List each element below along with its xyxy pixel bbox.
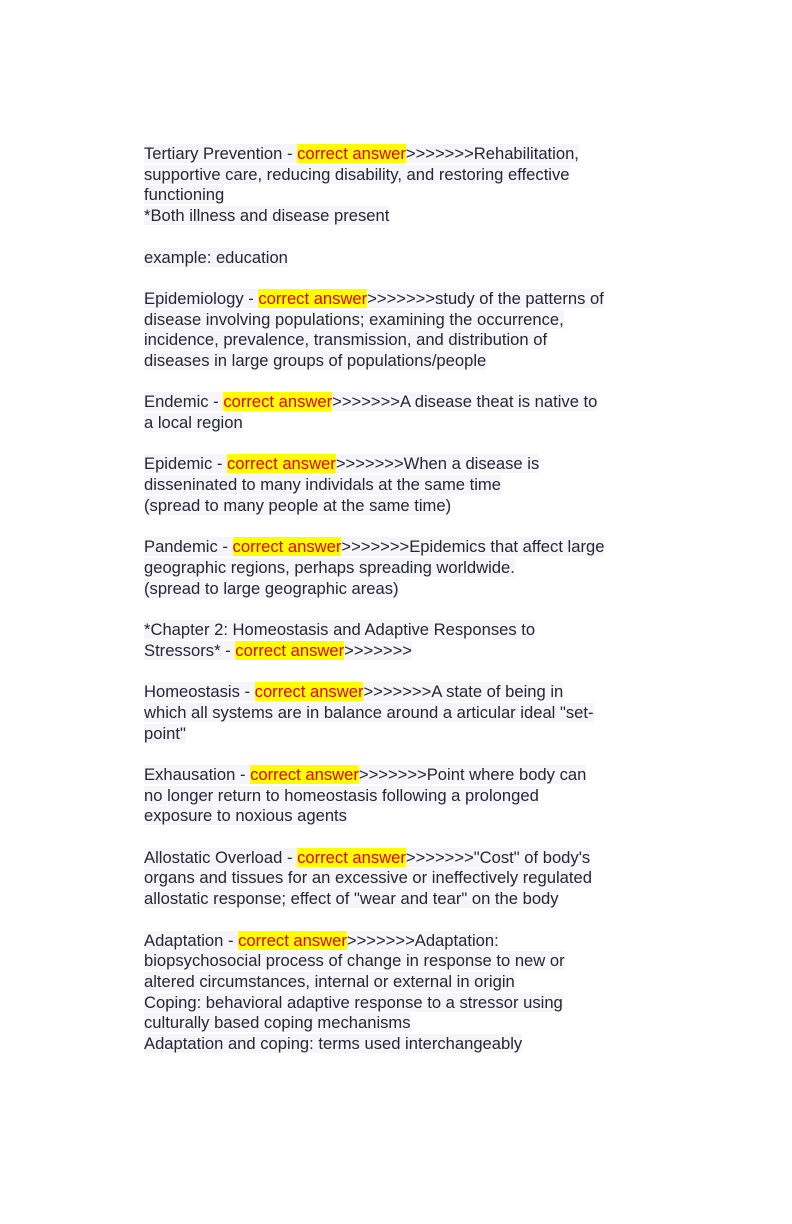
answer-highlight: correct answer xyxy=(297,847,406,867)
answer-highlight: correct answer xyxy=(254,682,364,702)
entry-line: exposure to noxious agents xyxy=(144,806,347,826)
entry-term: Endemic - xyxy=(144,392,224,412)
entry-line: which all systems are in balance around a articular ideal "set- xyxy=(144,702,594,722)
entry-line: incidence, prevalence, transmission, and distribution of xyxy=(144,330,548,350)
entry-line: a local region xyxy=(144,413,243,433)
entry-term: Pandemic - xyxy=(144,537,233,557)
entry-definition-start: >>>>>>>"Cost" of body's xyxy=(405,847,591,867)
entry-line: allostatic response; effect of "wear and tear" on the body xyxy=(144,889,559,909)
entry-definition-start: >>>>>>>Point where body can xyxy=(358,764,587,784)
entry-first-line xyxy=(144,641,654,662)
entry-term: Allostatic Overload - xyxy=(144,847,298,867)
answer-highlight: correct answer xyxy=(232,537,342,557)
entry-first-line xyxy=(144,289,654,310)
entry-term: Epidemic - xyxy=(144,454,227,474)
entry-first-line xyxy=(144,144,654,165)
entry-chapter-2-heading xyxy=(144,620,654,661)
entry-line: Adaptation and coping: terms used interchangeably xyxy=(144,1034,523,1054)
entry-term: Exhausation - xyxy=(144,764,251,784)
entry-line: (spread to many people at the same time) xyxy=(144,495,452,515)
entry-definition-start: >>>>>>>study of the patterns of xyxy=(367,288,604,308)
entry-pandemic xyxy=(144,537,654,599)
entry-line: organs and tissues for an excessive or ineffectively regulated xyxy=(144,868,592,888)
entry-term: Stressors* - xyxy=(144,640,236,660)
entry-line: diseases in large groups of populations/people xyxy=(144,351,487,370)
entry-line: culturally based coping mechanisms xyxy=(144,1013,411,1033)
entry-line: disease involving populations; examining the occurrence, xyxy=(144,309,564,329)
entry-line: biopsychosocial process of change in response to new or xyxy=(144,951,565,971)
entry-definition-start: >>>>>>>A disease theat is native to xyxy=(332,392,598,412)
entry-allostatic-overload xyxy=(144,848,654,910)
chapter-heading-line: *Chapter 2: Homeostasis and Adaptive Responses to xyxy=(144,620,536,640)
answer-highlight: correct answer xyxy=(223,392,333,412)
entry-first-line xyxy=(144,765,654,786)
entry-line: Coping: behavioral adaptive response to a stressor using xyxy=(144,992,563,1012)
answer-highlight: correct answer xyxy=(258,288,368,308)
entry-first-line xyxy=(144,392,654,413)
document-page xyxy=(144,144,654,1075)
entry-line: geographic regions, perhaps spreading worldwide. xyxy=(144,557,515,577)
entry-line: disseninated to many individals at the same time xyxy=(144,475,501,495)
answer-highlight: correct answer xyxy=(227,454,336,474)
entry-line: supportive care, reducing disability, and restoring effective xyxy=(144,164,570,184)
entry-line: *Both illness and disease present xyxy=(144,206,390,226)
entry-line: altered circumstances, internal or external in origin xyxy=(144,971,515,991)
answer-highlight: correct answer xyxy=(235,640,345,660)
entry-epidemic xyxy=(144,454,654,516)
entry-line: functioning xyxy=(144,185,225,205)
entry-definition-start: >>>>>>> xyxy=(344,640,412,660)
entry-exhausation xyxy=(144,765,654,827)
entry-term: Adaptation - xyxy=(144,930,239,950)
answer-highlight: correct answer xyxy=(238,930,347,950)
entry-line: point" xyxy=(144,723,186,743)
entry-definition-start: >>>>>>>A state of being in xyxy=(363,682,564,702)
entry-term: Tertiary Prevention - xyxy=(144,144,298,163)
entry-first-line xyxy=(144,931,654,952)
answer-highlight: correct answer xyxy=(297,144,406,163)
entry-line: no longer return to homeostasis following a prolonged xyxy=(144,785,539,805)
entry-endemic xyxy=(144,392,654,433)
entry-definition-start: >>>>>>>Adaptation: xyxy=(346,930,499,950)
entry-term: Homeostasis - xyxy=(144,682,255,702)
entry-example xyxy=(144,248,654,269)
entry-definition-start: >>>>>>>When a disease is xyxy=(335,454,540,474)
entry-first-line xyxy=(144,682,654,703)
entry-first-line xyxy=(144,537,654,558)
entry-definition-start: >>>>>>>Epidemics that affect large xyxy=(341,537,605,557)
entry-tertiary-prevention xyxy=(144,144,654,227)
entry-first-line xyxy=(144,454,654,475)
entry-epidemiology xyxy=(144,289,654,372)
entry-adaptation xyxy=(144,931,654,1055)
answer-highlight: correct answer xyxy=(250,764,359,784)
entry-line: example: education xyxy=(144,247,288,267)
entry-line: (spread to large geographic areas) xyxy=(144,578,399,598)
entry-term: Epidemiology - xyxy=(144,288,259,308)
entry-definition-start: >>>>>>>Rehabilitation, xyxy=(405,144,579,163)
entry-first-line xyxy=(144,848,654,869)
entry-homeostasis xyxy=(144,682,654,744)
